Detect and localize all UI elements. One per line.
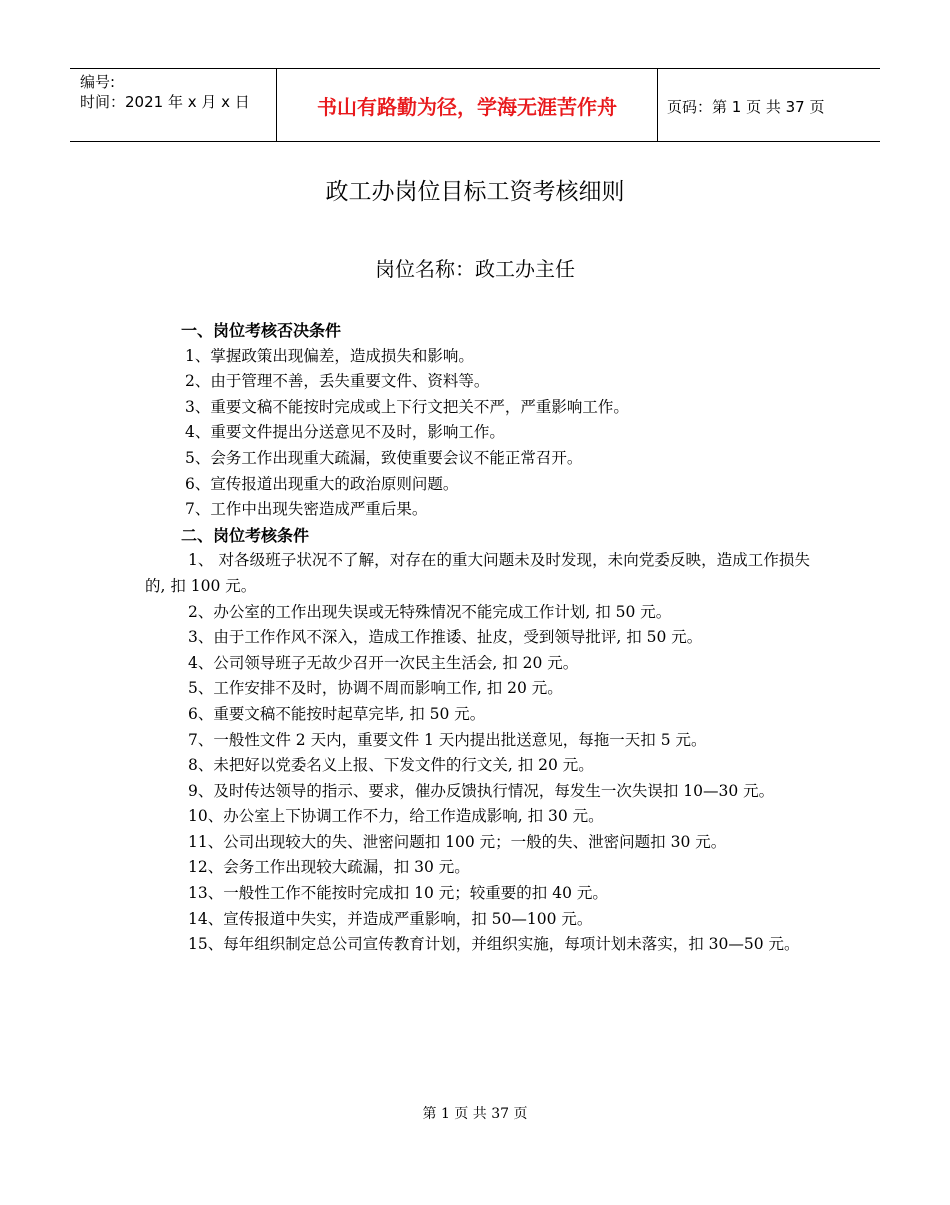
condition-item: 12、会务工作出现较大疏漏，扣 30 元。 (188, 858, 470, 877)
veto-item: 5、会务工作出现重大疏漏，致使重要会议不能正常召开。 (185, 448, 583, 467)
condition-item: 7、一般性文件 2 天内，重要文件 1 天内提出批送意见，每拖一天扣 5 元。 (188, 730, 707, 749)
veto-item: 7、工作中出现失密造成严重后果。 (185, 500, 428, 519)
condition-item: 4、公司领导班子无故少召开一次民主生活会, 扣 20 元。 (188, 653, 579, 672)
condition-item: 11、公司出现较大的失、泄密问题扣 100 元；一般的失、泄密问题扣 30 元。 (188, 832, 727, 851)
condition-item: 5、工作安排不及时，协调不周而影响工作, 扣 20 元。 (188, 679, 563, 698)
condition-item: 8、未把好以党委名义上报、下发文件的行文关, 扣 20 元。 (188, 756, 594, 775)
header-page-info: 页码：第 1 页 共 37 页 (667, 98, 825, 116)
document-body (145, 318, 810, 958)
condition-item: 1、 对各级班子状况不了解，对存在的重大问题未及时发现，未向党委反映，造成工作损失的, 扣 100 元。 (145, 551, 810, 595)
condition-item: 9、及时传达领导的指示、要求，催办反馈执行情况，每发生一次失误扣 10—30 元。 (188, 781, 775, 800)
condition-item: 14、宣传报道中失实，并造成严重影响，扣 50—100 元。 (188, 909, 593, 928)
section-heading-conditions: 二、岗位考核条件 (181, 525, 310, 545)
header-motto-cell (276, 69, 658, 141)
document-time-label: 时间：2021 年 x 月 x 日 (80, 93, 250, 111)
condition-item: 6、重要文稿不能按时起草完毕, 扣 50 元。 (188, 704, 486, 723)
header-meta-cell (70, 69, 276, 141)
veto-item: 6、宣传报道出现重大的政治原则问题。 (185, 474, 459, 493)
document-number-label: 编号: (80, 73, 116, 91)
condition-item: 3、由于工作作风不深入，造成工作推诿、扯皮，受到领导批评, 扣 50 元。 (188, 628, 703, 647)
section-heading-veto: 一、岗位考核否决条件 (181, 321, 342, 340)
page-footer: 第 1 页 共 37 页 (422, 1106, 528, 1122)
veto-item: 3、重要文稿不能按时完成或上下行文把关不严，严重影响工作。 (185, 397, 629, 416)
condition-item: 10、办公室上下协调工作不力，给工作造成影响, 扣 30 元。 (188, 807, 604, 826)
header-page-cell (657, 69, 880, 141)
page-header (70, 68, 880, 142)
condition-item: 15、每年组织制定总公司宣传教育计划，并组织实施，每项计划未落实，扣 30—50 元。 (188, 935, 800, 954)
veto-item: 1、掌握政策出现偏差，造成损失和影响。 (185, 346, 474, 365)
condition-item: 13、一般性工作不能按时完成扣 10 元；较重要的扣 40 元。 (188, 884, 608, 903)
veto-item: 4、重要文件提出分送意见不及时，影响工作。 (185, 423, 505, 442)
document-title: 政工办岗位目标工资考核细则 (325, 179, 625, 205)
condition-item: 2、办公室的工作出现失误或无特殊情况不能完成工作计划, 扣 50 元。 (188, 602, 672, 621)
header-motto: 书山有路勤为径，学海无涯苦作舟 (317, 95, 617, 119)
post-name-heading: 岗位名称：政工办主任 (375, 257, 575, 281)
veto-item: 2、由于管理不善，丢失重要文件、资料等。 (185, 372, 490, 391)
